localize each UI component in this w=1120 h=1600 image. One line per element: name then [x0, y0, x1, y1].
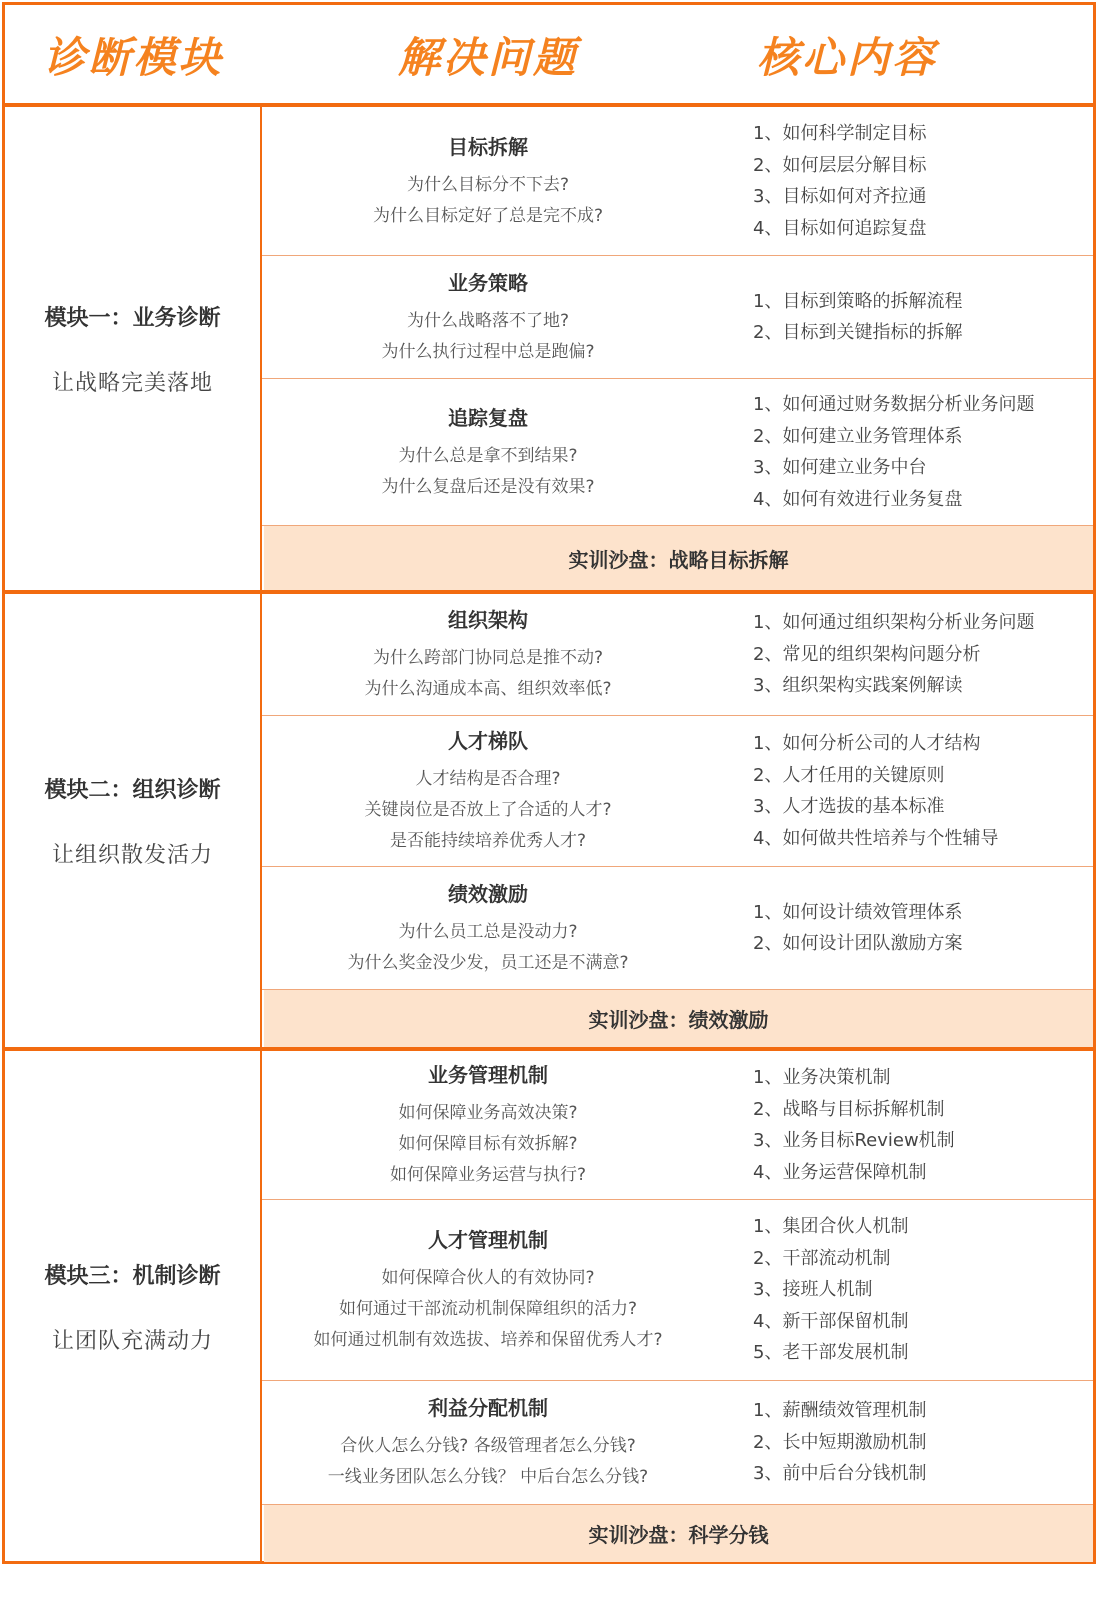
module-subtitle: 让组织散发活力 — [51, 842, 213, 868]
question: 为什么奖金没少发，员工还是不满意? — [347, 952, 629, 973]
content-point: 2、如何建立业务管理体系 — [753, 425, 963, 447]
module-label — [5, 107, 260, 590]
module-label — [5, 594, 260, 1047]
question: 为什么目标分不下去? — [406, 174, 570, 195]
question: 为什么员工总是没动力? — [398, 921, 578, 942]
content-point: 4、业务运营保障机制 — [753, 1161, 927, 1183]
content-point: 3、接班人机制 — [753, 1279, 873, 1301]
question: 为什么执行过程中总是跑偏? — [381, 341, 595, 362]
content-point: 1、薪酬绩效管理机制 — [753, 1400, 927, 1422]
header-problems-solved: 解决问题 — [397, 33, 578, 82]
question: 如何保障业务高效决策? — [398, 1103, 578, 1123]
content-point: 1、如何通过组织架构分析业务问题 — [753, 612, 1035, 634]
module-subtitle: 让战略完美落地 — [51, 370, 213, 396]
topic-title: 业务管理机制 — [428, 1063, 548, 1087]
content-point: 2、如何层层分解目标 — [753, 154, 927, 176]
content-point: 1、业务决策机制 — [753, 1067, 891, 1088]
content-point: 3、如何建立业务中台 — [753, 457, 927, 478]
content-point: 3、业务目标Review机制 — [753, 1130, 955, 1151]
content-point: 2、目标到关键指标的拆解 — [753, 322, 963, 343]
topic-title: 目标拆解 — [448, 134, 528, 159]
question: 如何通过干部流动机制保障组织的活力? — [338, 1299, 638, 1319]
question: 如何保障业务运营与执行? — [389, 1165, 587, 1185]
question: 为什么目标定好了总是完不成? — [372, 205, 604, 226]
topic-title: 追踪复盘 — [448, 405, 528, 430]
question: 如何保障目标有效拆解? — [398, 1134, 578, 1154]
content-point: 1、如何科学制定目标 — [753, 123, 927, 144]
content-point: 3、前中后台分钱机制 — [753, 1463, 927, 1485]
content-point: 3、人才选拔的基本标准 — [753, 796, 945, 817]
question: 一线业务团队怎么分钱？ 中后台怎么分钱? — [327, 1467, 649, 1487]
question: 为什么沟通成本高、组织效率低? — [364, 679, 612, 699]
column-divider — [260, 107, 262, 1561]
header-diagnosis-module: 诊断模块 — [43, 33, 224, 82]
question: 如何保障合伙人的有效协同? — [381, 1268, 595, 1288]
module-title: 模块二：组织诊断 — [44, 777, 221, 803]
question: 关键岗位是否放上了合适的人才? — [364, 800, 612, 820]
topic-title: 绩效激励 — [448, 881, 528, 906]
question: 为什么复盘后还是没有效果? — [381, 476, 595, 497]
module-label — [5, 1051, 260, 1562]
content-point: 1、集团合伙人机制 — [753, 1216, 909, 1238]
module-title: 模块三：机制诊断 — [44, 1263, 221, 1289]
content-point: 1、如何分析公司的人才结构 — [753, 733, 981, 754]
content-point: 5、老干部发展机制 — [753, 1342, 909, 1364]
question: 合伙人怎么分钱? 各级管理者怎么分钱? — [340, 1436, 636, 1456]
header-core-content: 核心内容 — [757, 33, 938, 82]
table-row — [264, 1200, 1093, 1380]
content-point: 4、新干部保留机制 — [753, 1310, 909, 1332]
topic-title: 利益分配机制 — [428, 1396, 548, 1420]
question: 是否能持续培养优秀人才? — [389, 831, 587, 851]
topic-title: 组织架构 — [448, 608, 528, 632]
question: 人才结构是否合理? — [415, 769, 561, 789]
content-point: 2、长中短期激励机制 — [753, 1431, 927, 1453]
table-row — [264, 594, 1093, 715]
question: 为什么跨部门协同总是推不动? — [372, 648, 604, 668]
table-row — [264, 256, 1093, 378]
table-row — [264, 1051, 1093, 1199]
content-point: 2、战略与目标拆解机制 — [753, 1098, 945, 1120]
sandbox-banner: 实训沙盘：战略目标拆解 — [264, 526, 1093, 590]
content-point: 2、常见的组织架构问题分析 — [753, 643, 981, 665]
content-point: 4、如何有效进行业务复盘 — [753, 488, 963, 510]
content-point: 2、干部流动机制 — [753, 1247, 891, 1269]
table-row — [264, 867, 1093, 989]
module-title: 模块一：业务诊断 — [44, 305, 221, 331]
table-row — [264, 716, 1093, 866]
course-table — [2, 2, 1096, 1564]
sandbox-banner: 实训沙盘：科学分钱 — [264, 1505, 1093, 1562]
table-row — [264, 379, 1093, 525]
content-point: 1、目标到策略的拆解流程 — [753, 290, 963, 312]
module-subtitle: 让团队充满动力 — [51, 1328, 213, 1354]
content-point: 4、如何做共性培养与个性辅导 — [753, 827, 999, 849]
sandbox-banner: 实训沙盘：绩效激励 — [264, 990, 1093, 1047]
content-point: 1、如何通过财务数据分析业务问题 — [753, 394, 1035, 415]
content-point: 2、如何设计团队激励方案 — [753, 933, 963, 954]
topic-title: 人才管理机制 — [428, 1228, 548, 1252]
table-row — [264, 107, 1093, 255]
content-point: 1、如何设计绩效管理体系 — [753, 901, 963, 923]
content-point: 4、目标如何追踪复盘 — [753, 217, 927, 239]
topic-title: 业务策略 — [448, 270, 528, 295]
content-point: 2、人才任用的关键原则 — [753, 764, 945, 786]
question: 为什么总是拿不到结果? — [398, 445, 578, 466]
table-row — [264, 1381, 1093, 1504]
question: 为什么战略落不了地? — [406, 310, 570, 331]
topic-title: 人才梯队 — [448, 729, 528, 753]
question: 如何通过机制有效选拔、培养和保留优秀人才? — [313, 1330, 663, 1350]
content-point: 3、目标如何对齐拉通 — [753, 186, 927, 207]
content-point: 3、组织架构实践案例解读 — [753, 675, 963, 697]
